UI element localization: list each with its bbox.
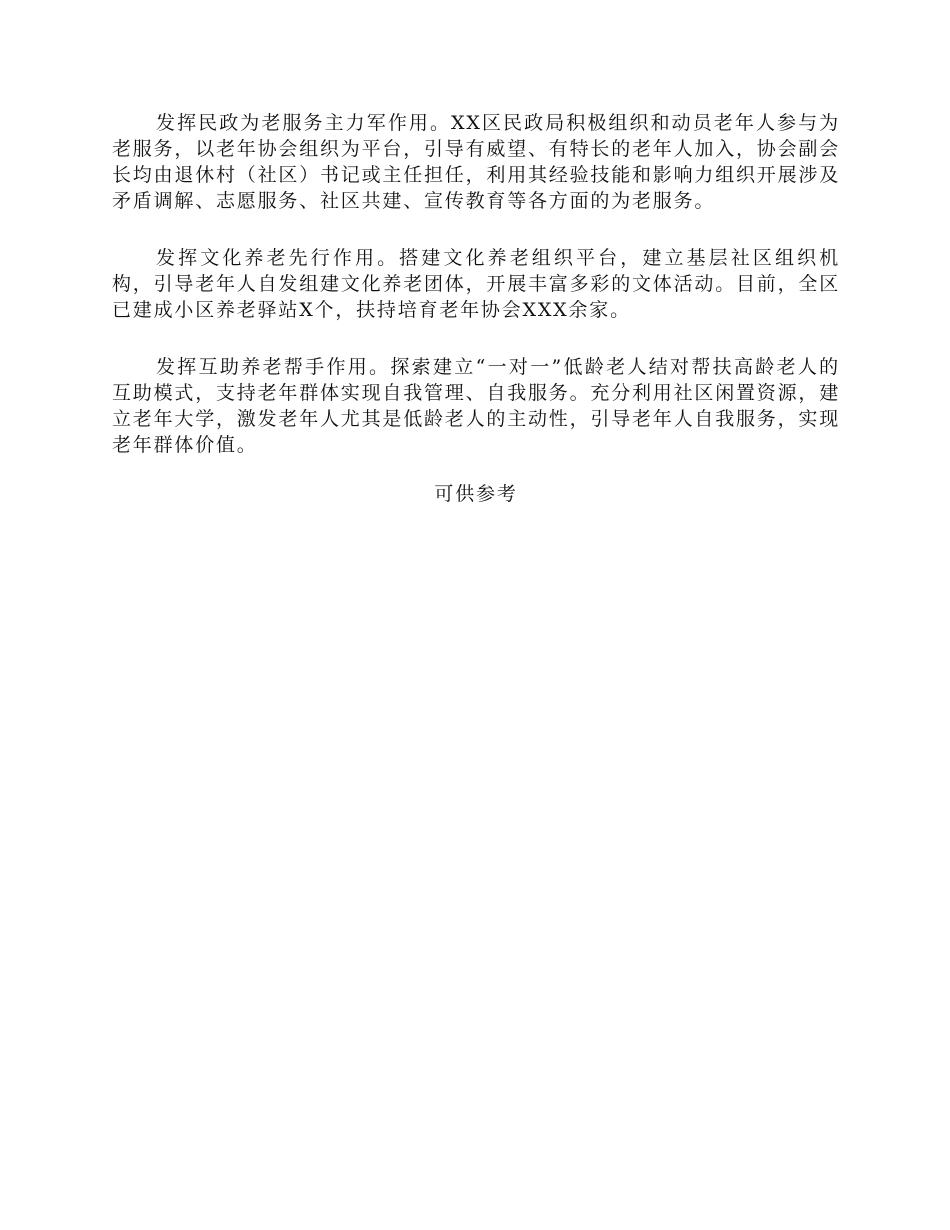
paragraph-mutual-aid-elderly-care: 发挥互助养老帮手作用。探索建立“一对一”低龄老人结对帮扶高龄老人的互助模式，支持老年群体实现自我管理、自我服务。充分利用社区闲置资源，建立老年大学，激发老年人尤其是低龄老人的主动性，引导老年人自我服务，实现老年群体价值。 [112, 356, 841, 456]
paragraph-cultural-elderly-care: 发挥文化养老先行作用。搭建文化养老组织平台，建立基层社区组织机构，引导老年人自发组建文化养老团体，开展丰富多彩的文体活动。目前，全区已建成小区养老驿站X个，扶持培育老年协会XXX余家。 [112, 247, 841, 321]
document-body [112, 110, 840, 507]
reference-note: 可供参考 [434, 483, 518, 505]
paragraph-civil-affairs: 发挥民政为老服务主力军作用。XX区民政局积极组织和动员老年人参与为老服务，以老年协会组织为平台，引导有威望、有特长的老年人加入，协会副会长均由退休村（社区）书记或主任担任，利用其经验技能和影响力组织开展涉及矛盾调解、志愿服务、社区共建、宣传教育等各方面的为老服务。 [112, 112, 841, 212]
